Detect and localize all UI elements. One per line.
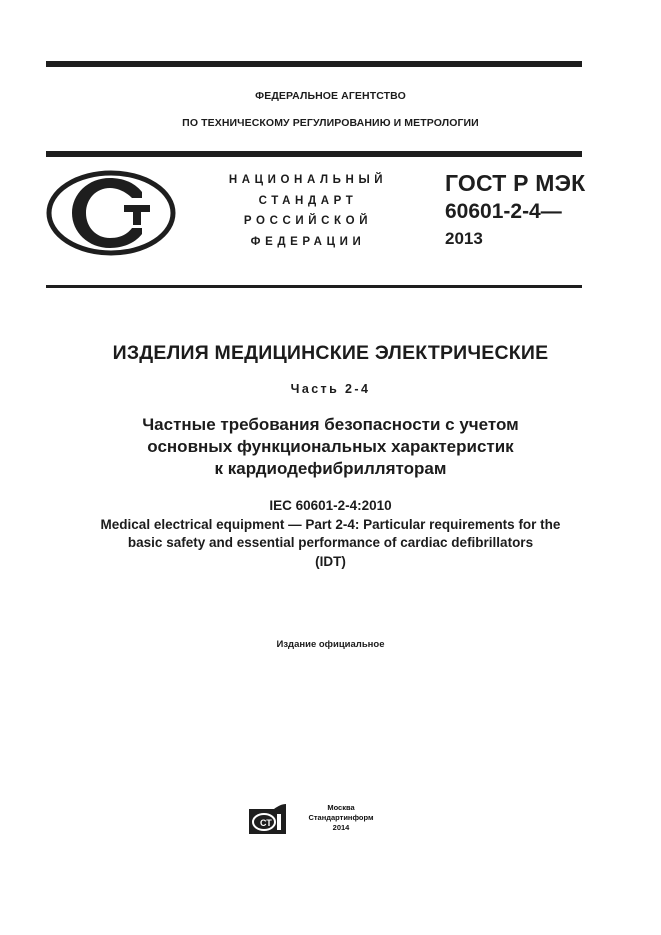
- svg-text:СТ: СТ: [260, 818, 272, 828]
- iec-title-line-3: (IDT): [315, 553, 346, 569]
- standartinform-logo-icon: [248, 803, 288, 840]
- national-line-2: СТАНДАРТ: [258, 194, 358, 207]
- iec-code: IEC 60601-2-4:2010: [269, 498, 392, 513]
- agency-line-2: ПО ТЕХНИЧЕСКОМУ РЕГУЛИРОВАНИЮ И МЕТРОЛОГИИ: [182, 117, 479, 129]
- national-line-4: ФЕДЕРАЦИИ: [250, 235, 366, 248]
- national-standard-label: [222, 170, 394, 252]
- publisher-info: [297, 803, 385, 833]
- national-line-1: НАЦИОНАЛЬНЫЙ: [228, 174, 388, 186]
- iec-title-line-1: Medical electrical equipment — Part 2-4: Particular requirements for the: [100, 516, 561, 532]
- designation-line-1: ГОСТ Р МЭК: [445, 170, 586, 196]
- main-title: ИЗДЕЛИЯ МЕДИЦИНСКИЕ ЭЛЕКТРИЧЕСКИЕ: [112, 342, 549, 364]
- publisher-city: Москва: [327, 803, 355, 812]
- gost-r-logo-icon: [46, 170, 176, 263]
- header-rule: [46, 151, 582, 157]
- part-label: Часть 2-4: [290, 382, 371, 396]
- subtitle-line-2: основных функциональных характеристик: [147, 437, 514, 456]
- subtitle-line-1: Частные требования безопасности с учетом: [142, 415, 519, 434]
- international-standard: [0, 497, 661, 571]
- agency-line-1: ФЕДЕРАЛЬНОЕ АГЕНТСТВО: [255, 90, 406, 102]
- designation-line-3: 2013: [445, 229, 483, 248]
- iec-title-line-2: basic safety and essential performance of cardiac defibrillators: [127, 535, 534, 550]
- national-line-3: РОССИЙСКОЙ: [243, 215, 373, 227]
- publisher-name: Стандартинформ: [308, 813, 374, 822]
- subtitle-line-3: к кардиодефибрилляторам: [214, 459, 447, 478]
- section-rule: [46, 285, 582, 288]
- top-rule: [46, 61, 582, 67]
- standard-designation: [445, 168, 585, 252]
- designation-line-2: 60601-2-4—: [445, 200, 562, 223]
- edition-label: Издание официальное: [276, 639, 385, 650]
- subtitle: [0, 414, 661, 480]
- publisher-year: 2014: [332, 823, 350, 832]
